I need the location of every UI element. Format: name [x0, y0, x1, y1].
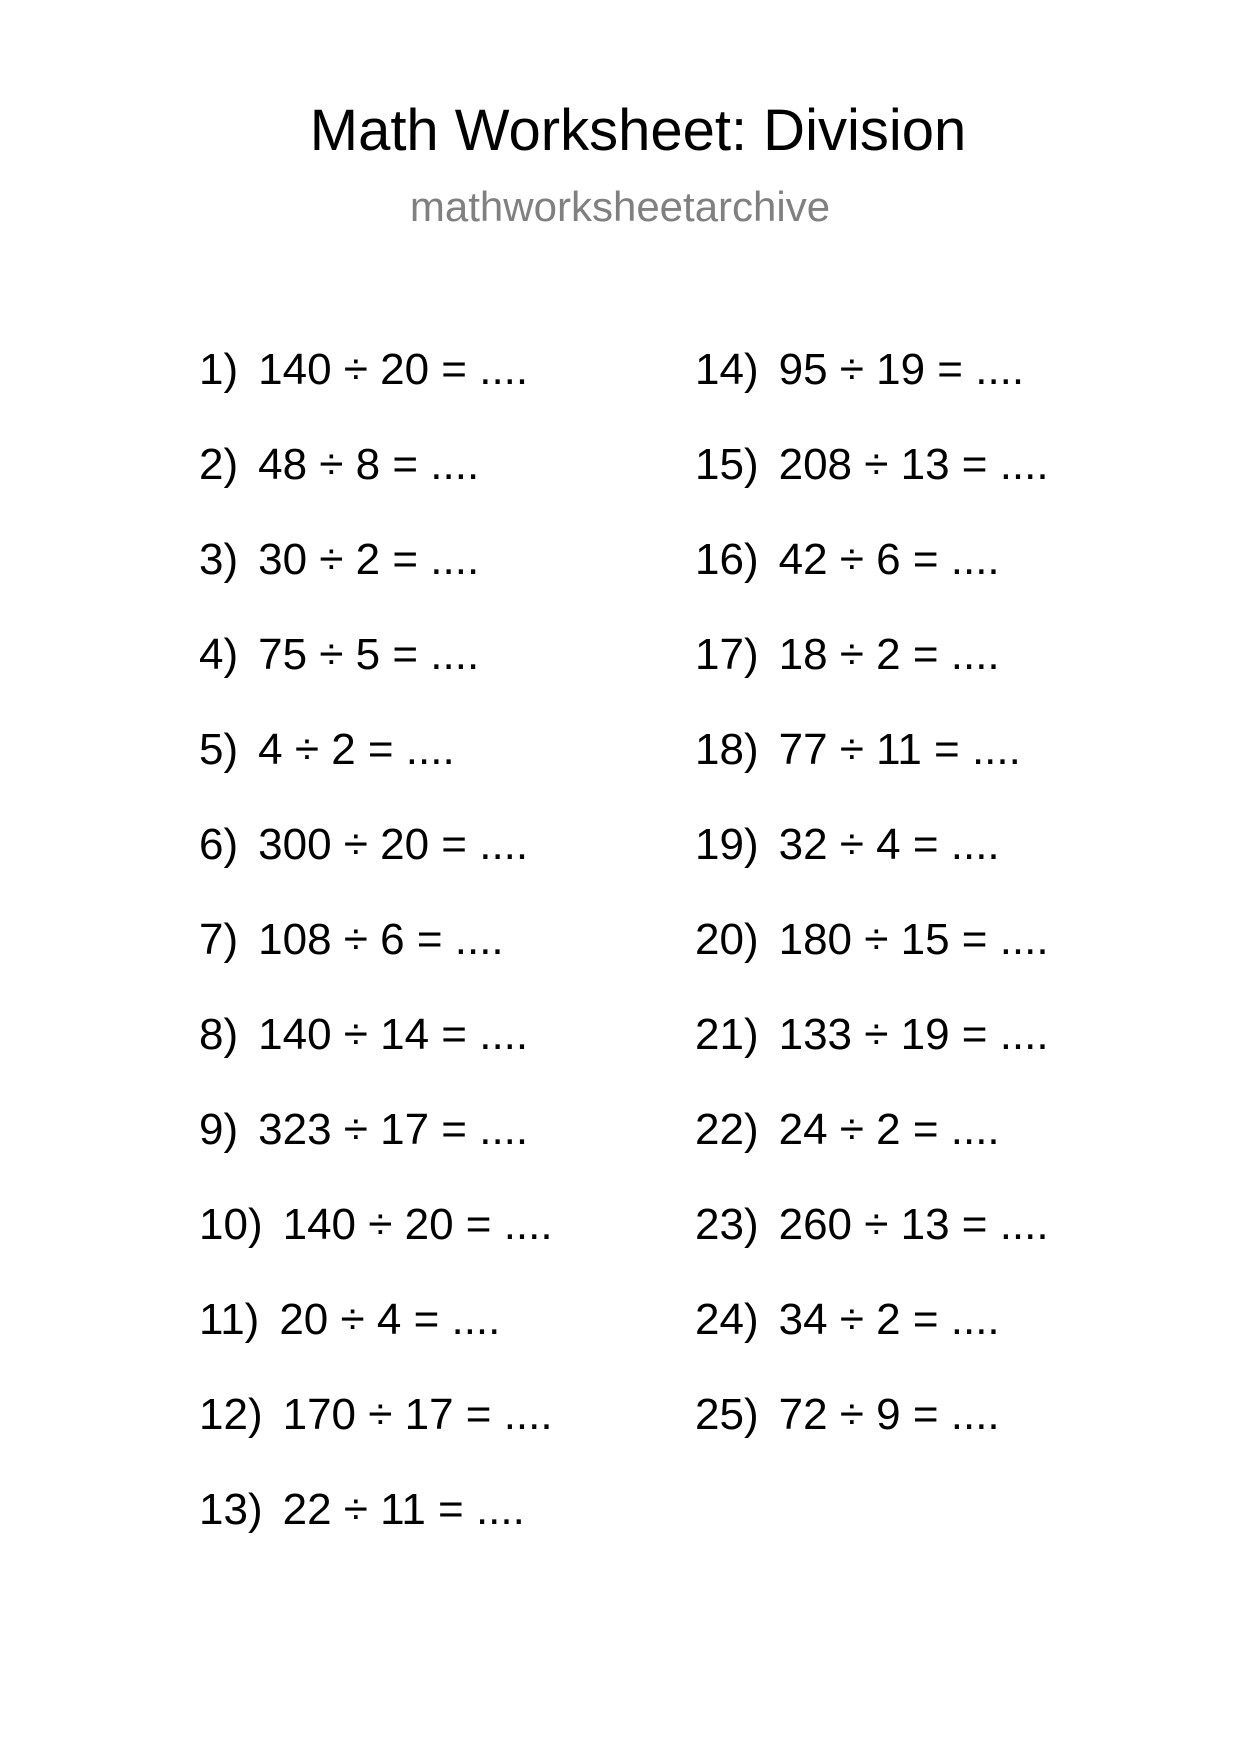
problem-item	[695, 345, 1155, 440]
problem-number: 12)	[199, 1390, 263, 1439]
problem-item	[199, 820, 659, 915]
problem-expression: 42 ÷ 6 = ....	[778, 535, 1000, 584]
problem-number: 9)	[199, 1105, 239, 1154]
problem-expression: 4 ÷ 2 = ....	[258, 725, 455, 774]
problem-number: 8)	[199, 1010, 239, 1059]
problem-expression: 323 ÷ 17 = ....	[258, 1105, 529, 1154]
problem-item	[199, 915, 659, 1010]
problem-expression: 20 ÷ 4 = ....	[279, 1295, 501, 1344]
problem-item	[695, 725, 1155, 820]
problem-number: 18)	[695, 725, 759, 774]
problem-expression: 140 ÷ 20 = ....	[282, 1200, 553, 1249]
problem-number: 10)	[199, 1200, 263, 1249]
problem-number: 7)	[199, 915, 239, 964]
problem-expression: 95 ÷ 19 = ....	[778, 345, 1025, 394]
problem-expression: 300 ÷ 20 = ....	[258, 820, 529, 869]
problem-item	[695, 1295, 1155, 1390]
problem-number: 15)	[695, 440, 759, 489]
problem-item	[695, 630, 1155, 725]
problem-item	[199, 630, 659, 725]
problem-expression: 75 ÷ 5 = ....	[258, 630, 480, 679]
problem-item	[199, 1485, 659, 1580]
problem-number: 19)	[695, 820, 759, 869]
worksheet-subtitle: mathworksheetarchive	[409, 183, 831, 230]
problem-expression: 77 ÷ 11 = ....	[778, 725, 1021, 774]
problem-expression: 170 ÷ 17 = ....	[282, 1390, 553, 1439]
problem-expression: 140 ÷ 20 = ....	[258, 345, 529, 394]
problem-expression: 48 ÷ 8 = ....	[258, 440, 480, 489]
problem-item	[199, 1390, 659, 1485]
problem-number: 11)	[199, 1295, 260, 1344]
problem-number: 3)	[199, 535, 239, 584]
problem-item	[199, 1200, 659, 1295]
problem-number: 5)	[199, 725, 239, 774]
problem-number: 21)	[695, 1010, 759, 1059]
problem-item	[695, 820, 1155, 915]
problem-number: 25)	[695, 1390, 759, 1439]
problem-number: 2)	[199, 440, 239, 489]
problem-item	[199, 535, 659, 630]
problem-number: 20)	[695, 915, 759, 964]
problem-expression: 18 ÷ 2 = ....	[778, 630, 1000, 679]
worksheet-title: Math Worksheet: Division	[309, 98, 967, 163]
problem-item	[695, 535, 1155, 630]
problem-column-left	[199, 345, 659, 1580]
problem-number: 24)	[695, 1295, 759, 1344]
problem-number: 4)	[199, 630, 239, 679]
problem-item	[695, 1200, 1155, 1295]
problem-item	[199, 1295, 659, 1390]
problem-number: 22)	[695, 1105, 759, 1154]
problem-item	[199, 1010, 659, 1105]
problem-number: 17)	[695, 630, 759, 679]
problem-expression: 32 ÷ 4 = ....	[778, 820, 1000, 869]
problem-expression: 22 ÷ 11 = ....	[282, 1485, 525, 1534]
problem-item	[695, 440, 1155, 535]
problem-item	[695, 1105, 1155, 1200]
problem-item	[199, 440, 659, 535]
problem-expression: 140 ÷ 14 = ....	[258, 1010, 529, 1059]
problem-expression: 30 ÷ 2 = ....	[258, 535, 480, 584]
problem-item	[695, 1390, 1155, 1485]
problem-item	[695, 915, 1155, 1010]
problem-number: 1)	[199, 345, 239, 394]
problem-expression: 108 ÷ 6 = ....	[258, 915, 504, 964]
problem-column-right	[695, 345, 1155, 1485]
problem-item	[199, 725, 659, 820]
problem-expression: 260 ÷ 13 = ....	[778, 1200, 1049, 1249]
problem-item	[695, 1010, 1155, 1105]
problem-expression: 24 ÷ 2 = ....	[778, 1105, 1000, 1154]
problem-expression: 72 ÷ 9 = ....	[778, 1390, 1000, 1439]
problem-expression: 208 ÷ 13 = ....	[778, 440, 1049, 489]
problem-item	[199, 1105, 659, 1200]
problem-number: 14)	[695, 345, 759, 394]
problem-number: 13)	[199, 1485, 263, 1534]
problem-expression: 34 ÷ 2 = ....	[778, 1295, 1000, 1344]
problem-number: 6)	[199, 820, 239, 869]
problem-expression: 180 ÷ 15 = ....	[778, 915, 1049, 964]
problem-number: 23)	[695, 1200, 759, 1249]
problem-item	[199, 345, 659, 440]
problem-number: 16)	[695, 535, 759, 584]
problem-expression: 133 ÷ 19 = ....	[778, 1010, 1049, 1059]
